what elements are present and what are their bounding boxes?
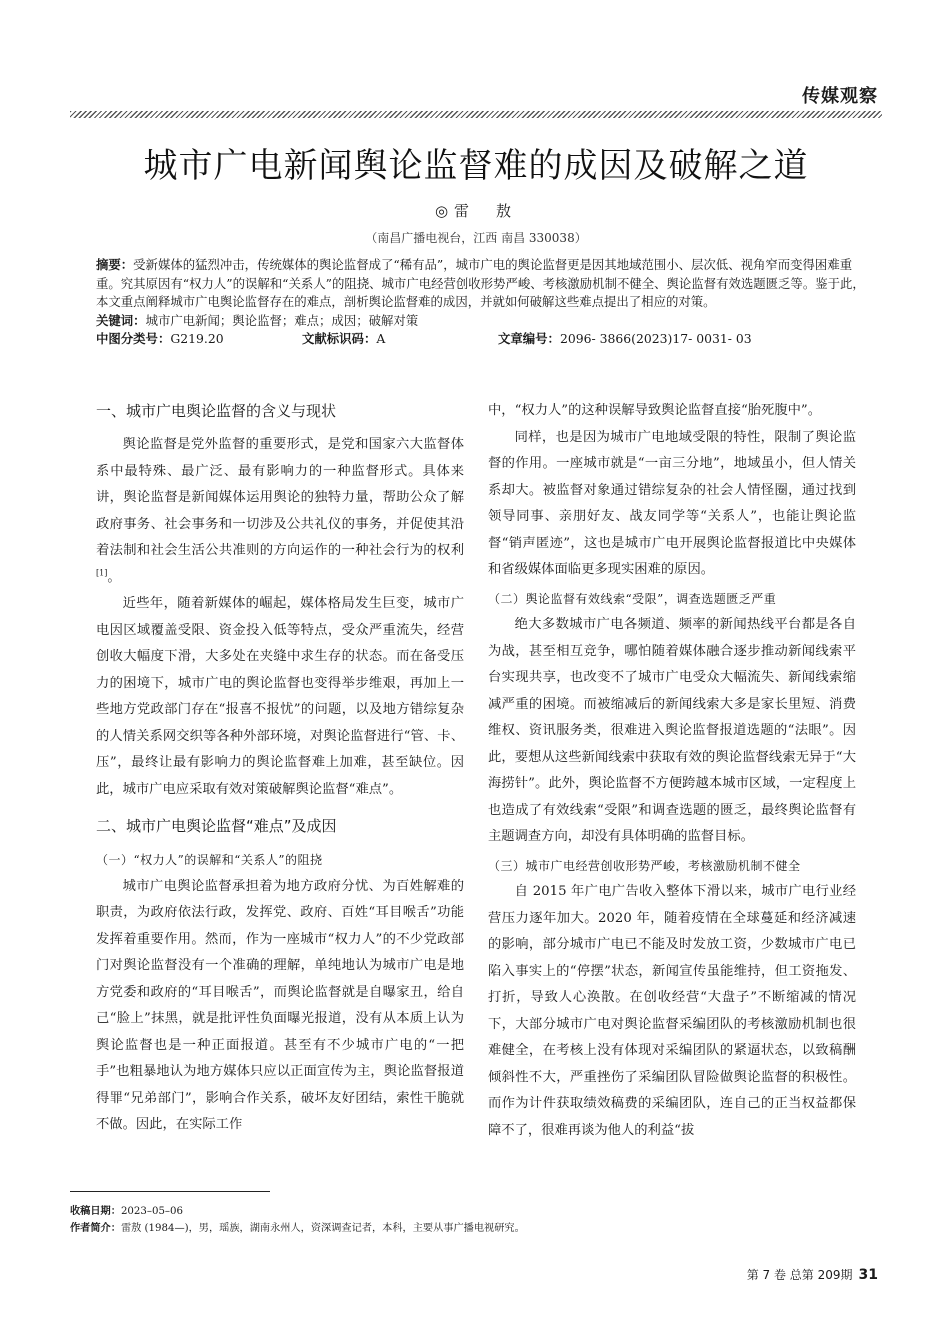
paragraph-text: 舆论监督是党外监督的重要形式，是党和国家六大监督体系中最特殊、最广泛、最有影响力的一种监督形式。具体来讲，舆论监督是新闻媒体运用舆论的独特力量，帮助公众了解政府事务、社会事务和一切涉及公共礼仪的事务，并促使其沿着法制和社会生活公共准则的方向运作的一种社会行为的权利	[96, 437, 464, 558]
body-paragraph: 同样，也是因为城市广电地域受限的特性，限制了舆论监督的作用。一座城市就是“一亩三分地”，地域虽小，但人情关系却大。被监督对象通过错综复杂的社会人情怪圈，通过找到领导同事、亲朋好友、战友同学等“关系人”，也能让舆论监督“销声匿迹”，这也是城市广电开展舆论监督报道比中央媒体和省级媒体面临更多现实困难的原因。	[488, 429, 856, 577]
abstract-block	[96, 256, 868, 349]
page-footer	[747, 1266, 878, 1283]
footnote-rule	[70, 1191, 270, 1192]
clc-value: G219.20	[170, 331, 224, 347]
body-paragraph	[96, 432, 464, 591]
section-heading-1: 一、城市广电舆论监督的含义与现状	[96, 402, 337, 420]
body-column-left	[96, 398, 464, 1139]
keywords-line	[96, 312, 868, 331]
articleno-item	[498, 330, 752, 349]
author-bio: 雷敖 (1984—)，男，瑶族，湖南永州人，资深调查记者，本科，主要从事广播电视研究。	[120, 1223, 525, 1234]
author-bio-line	[70, 1220, 870, 1237]
body-paragraph: 城市广电舆论监督承担着为地方政府分忧、为百姓解难的职责，为政府依法行政，发挥党、政府、百姓“耳目喉舌”功能发挥着重要作用。然而，作为一座城市“权力人”的不少党政部门对舆论监督没有一个准确的理解，单纯地认为城市广电是地方党委和政府的“耳目喉舌”，而舆论监督就是自曝家丑，给自己“脸上”抹黑，就是批评性负面曝光报道，没有从本质上认为舆论监督也是一种正面报道。甚至有不少城市广电的“一把手”也粗暴地认为地方媒体只应以正面宣传为主，舆论监督报道得罪“兄弟部门”，影响合作关系，破坏友好团结，索性干脆就不做。因此，在实际工作	[96, 878, 464, 1132]
keywords-text: 城市广电新闻；舆论监督；难点；成因；破解对策	[145, 312, 419, 328]
doccode-value: A	[376, 331, 386, 347]
article-title: 城市广电新闻舆论监督难的成因及破解之道	[143, 146, 809, 186]
received-date-line	[70, 1203, 870, 1220]
abstract-text: 受新媒体的猛烈冲击，传统媒体的舆论监督成了“稀有品”，城市广电的舆论监督更是因其地域范围小、层次低、视角窄而变得困难重重。究其原因有“权力人”的误解和“关系人”的阻挠、城市广电经营创收形势严峻、考核激励机制不健全、舆论监督有效选题匮乏等。鉴于此，本文重点阐释城市广电舆论监督存在的难点，剖析舆论监督难的成因，并就如何破解这些难点提出了相应的对策。	[96, 257, 865, 310]
articleno-label: 文章编号：	[498, 331, 560, 347]
body-paragraph: 近些年，随着新媒体的崛起，媒体格局发生巨变，城市广电因区域覆盖受限、资金投入低等特点，受众严重流失，经营创收大幅度下滑，大多处在夹缝中求生存的状态。而在备受压力的困境下，城市广电的舆论监督也变得举步维艰，再加上一些地方党政部门存在“报喜不报忧”的问题，以及地方错综复杂的人情关系网交织等各种外部环境，对舆论监督进行“管、卡、压”，最终让最有影响力的舆论监督难上加难，甚至缺位。因此，城市广电应采取有效对策破解舆论监督“难点”。	[96, 596, 464, 797]
footnotes	[70, 1203, 870, 1237]
doccode-label: 文献标识码：	[302, 331, 377, 347]
body-paragraph-continued: 中，“权力人”的这种误解导致舆论监督直接“胎死腹中”。	[488, 403, 822, 418]
subsection-heading-1: （一）“权力人”的误解和“关系人”的阻挠	[96, 853, 323, 867]
body-paragraph: 绝大多数城市广电各频道、频率的新闻热线平台都是各自为战，甚至相互竞争，哪怕随着媒体融合逐步推动新闻线索平台实现共享，也改变不了城市广电受众大幅流失、新闻线索缩减严重的困境。而被缩减后的新闻线索大多是家长里短、消费维权、资讯服务类，很难进入舆论监督报道选题的“法眼”。因此，要想从这些新闻线索中获取有效的舆论监督线索无异于“大海捞针”。此外，舆论监督不方便跨越本城市区域，一定程度上也造成了有效线索“受限”和调查选题的匮乏，最终舆论监督有主题调查方向，却没有具体明确的监督目标。	[488, 617, 856, 844]
section-label: 传媒观察	[802, 86, 878, 107]
page-number: 31	[858, 1267, 878, 1283]
subsection-heading-3: （三）城市广电经营创收形势严峻，考核激励机制不健全	[488, 858, 801, 873]
author-name: ◎雷 敖	[434, 202, 518, 220]
subsection-heading-2: （二）舆论监督有效线索“受限”，调查选题匮乏严重	[488, 591, 777, 606]
received-date: 2023–05–06	[120, 1206, 183, 1217]
keywords-label: 关键词：	[96, 312, 146, 328]
abstract-label: 摘要：	[96, 257, 134, 272]
body-paragraph: 自 2015 年广电广告收入整体下滑以来，城市广电行业经营压力逐年加大。2020 年，随着疫情在全球蔓延和经济减速的影响，部分城市广电已不能及时发放工资，少数城市广电已陷入事实上的“停摆”状态，新闻宣传虽能维持，但工资拖发、打折，导致人心涣散。在创收经营“大盘子”不断缩减的情况下，大部分城市广电对舆论监督采编团队的考核激励机制也很难健全，在考核上没有体现对采编团队的紧逼状态，以致稿酬倾斜性不大，严重挫伤了采编团队冒险做舆论监督的积极性。而作为计件获取绩效稿费的采编团队，连自己的正当权益都保障不了，很难再谈为他人的利益“拔	[488, 884, 856, 1138]
header-hatch-rule	[70, 111, 882, 118]
doccode-item	[302, 330, 385, 349]
author-affiliation: （南昌广播电视台，江西 南昌 330038）	[365, 231, 587, 245]
abstract-paragraph	[96, 256, 868, 312]
paragraph-end: 。	[107, 569, 121, 585]
articleno-value: 2096- 3866(2023)17- 0031- 03	[559, 331, 752, 347]
section-heading-2: 二、城市广电舆论监督“难点”及成因	[96, 817, 337, 835]
body-column-right	[488, 398, 856, 1144]
volume-info: 第 7 卷 总第 209期	[746, 1268, 853, 1282]
author-bio-label: 作者简介：	[70, 1223, 121, 1234]
received-label: 收稿日期：	[70, 1206, 121, 1217]
classification-row	[96, 330, 868, 349]
citation-ref: [1]	[96, 568, 108, 578]
clc-item	[96, 330, 224, 349]
clc-label: 中图分类号：	[96, 331, 171, 347]
